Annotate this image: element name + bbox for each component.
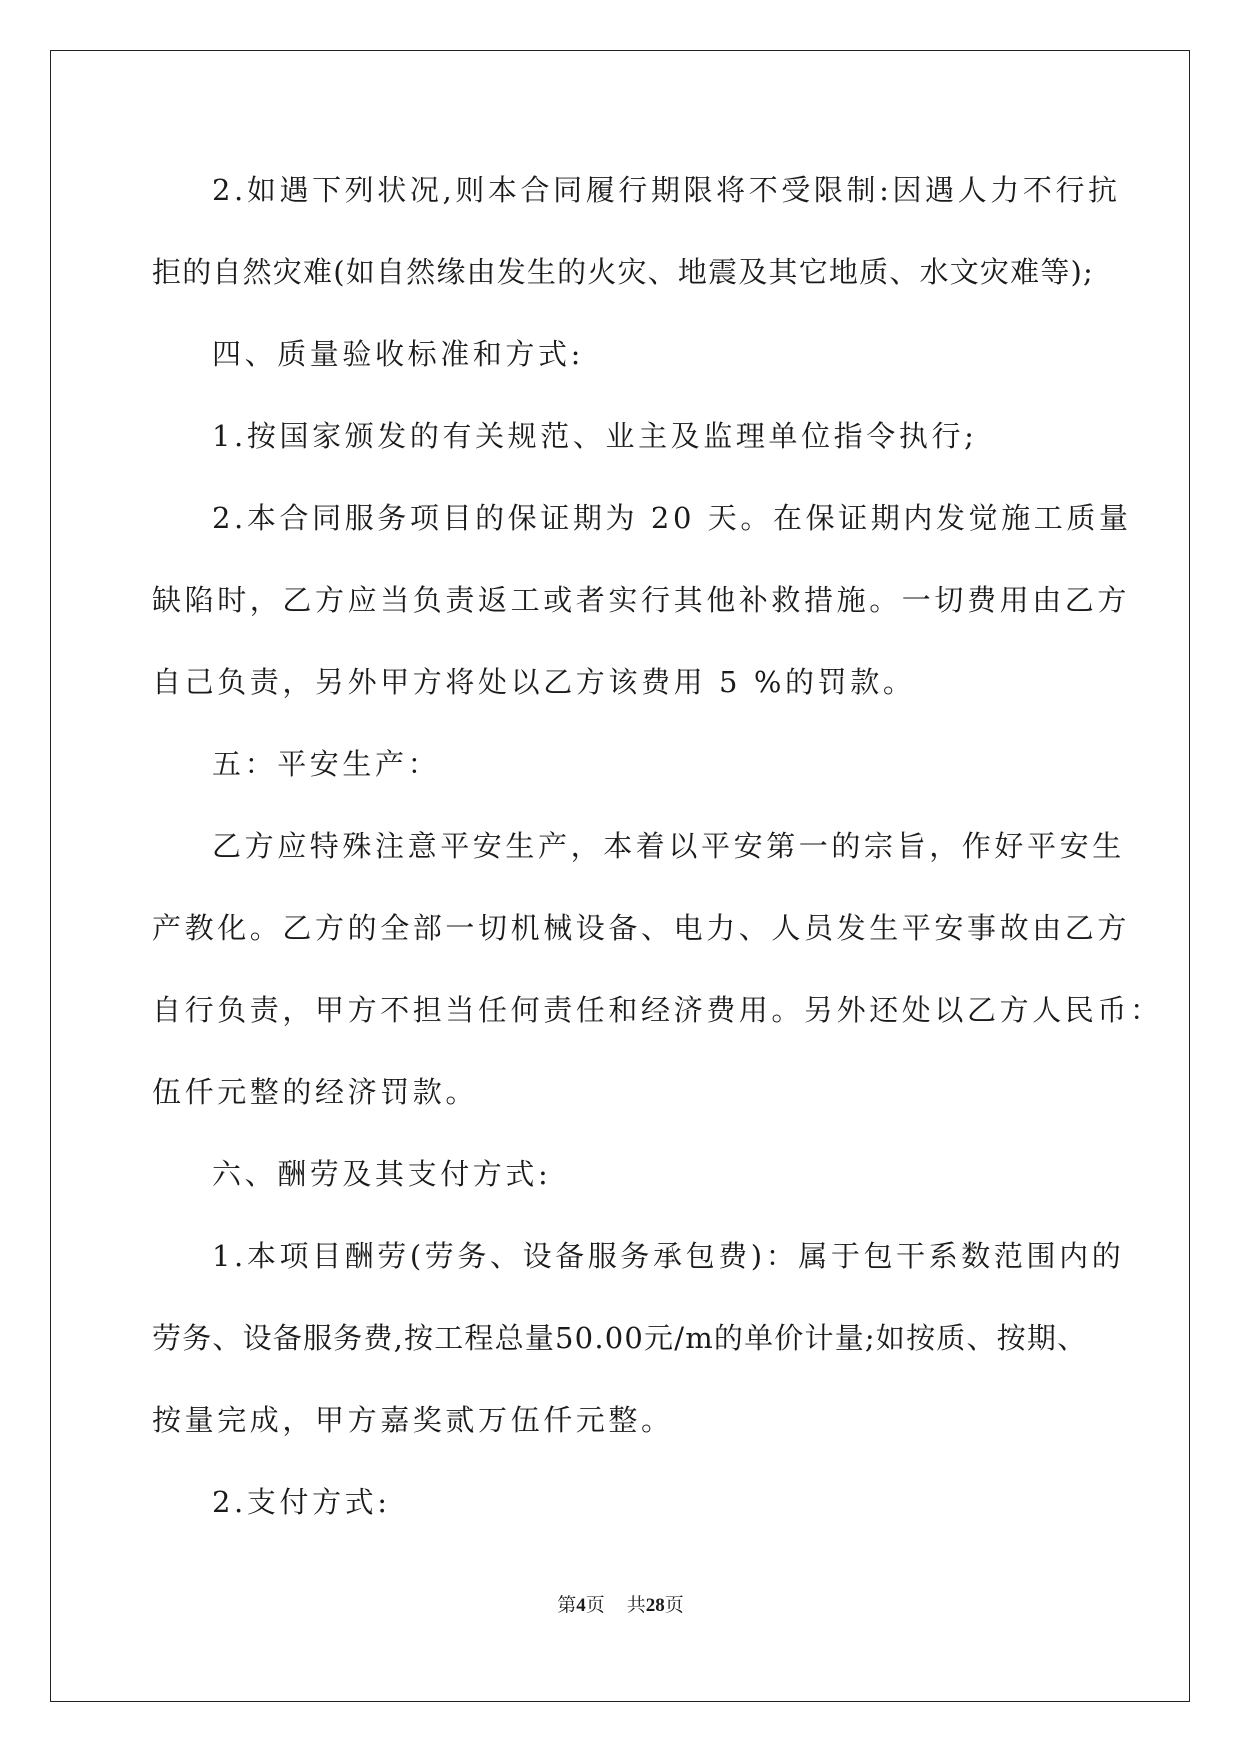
- paragraph-line: 产教化。乙方的全部一切机械设备、电力、人员发生平安事故由乙方: [152, 911, 1131, 945]
- paragraph-line: 2.本合同服务项目的保证期为 20 天。在保证期内发觉施工质量: [212, 501, 1132, 535]
- paragraph-line: 伍仟元整的经济罚款。: [152, 1075, 479, 1109]
- total-page-count: 28: [645, 1595, 665, 1616]
- paragraph-line: 2.支付方式:: [212, 1485, 391, 1519]
- section-heading: 四、质量验收标准和方式:: [212, 337, 584, 371]
- paragraph-line: 按量完成，甲方嘉奖贰万伍仟元整。: [152, 1403, 674, 1437]
- total-prefix: 共: [626, 1595, 646, 1616]
- page-suffix: 页: [585, 1595, 605, 1616]
- paragraph-line: 缺陷时，乙方应当负责返工或者实行其他补救措施。一切费用由乙方: [152, 583, 1131, 617]
- paragraph-line: 1.按国家颁发的有关规范、业主及监理单位指令执行;: [212, 419, 978, 453]
- paragraph-line: 自己负责，另外甲方将处以乙方该费用 5 %的罚款。: [152, 665, 916, 699]
- page-prefix: 第: [557, 1595, 577, 1616]
- paragraph-line: 自行负责，甲方不担当任何责任和经济费用。另外还处以乙方人民币：: [152, 993, 1163, 1027]
- paragraph-line: 拒的自然灾难(如自然缘由发生的火灾、地震及其它地质、水文灾难等);: [152, 255, 1094, 289]
- paragraph-line: 乙方应特殊注意平安生产，本着以平安第一的宗旨，作好平安生: [212, 829, 1125, 863]
- current-page-number: 4: [576, 1595, 586, 1616]
- paragraph-line: 2.如遇下列状况,则本合同履行期限将不受限制:因遇人力不行抗: [212, 173, 1121, 207]
- section-heading: 六、酬劳及其支付方式:: [212, 1157, 552, 1191]
- document-body: [152, 168, 1163, 1562]
- section-heading: 五：平安生产：: [212, 747, 441, 781]
- paragraph-line: 劳务、设备服务费,按工程总量50.00元/m的单价计量;如按质、按期、: [152, 1321, 1088, 1355]
- paragraph-line: 1.本项目酬劳(劳务、设备服务承包费)：属于包干系数范围内的: [212, 1239, 1125, 1273]
- page-number-footer: [0, 1590, 1241, 1617]
- total-suffix: 页: [664, 1595, 684, 1616]
